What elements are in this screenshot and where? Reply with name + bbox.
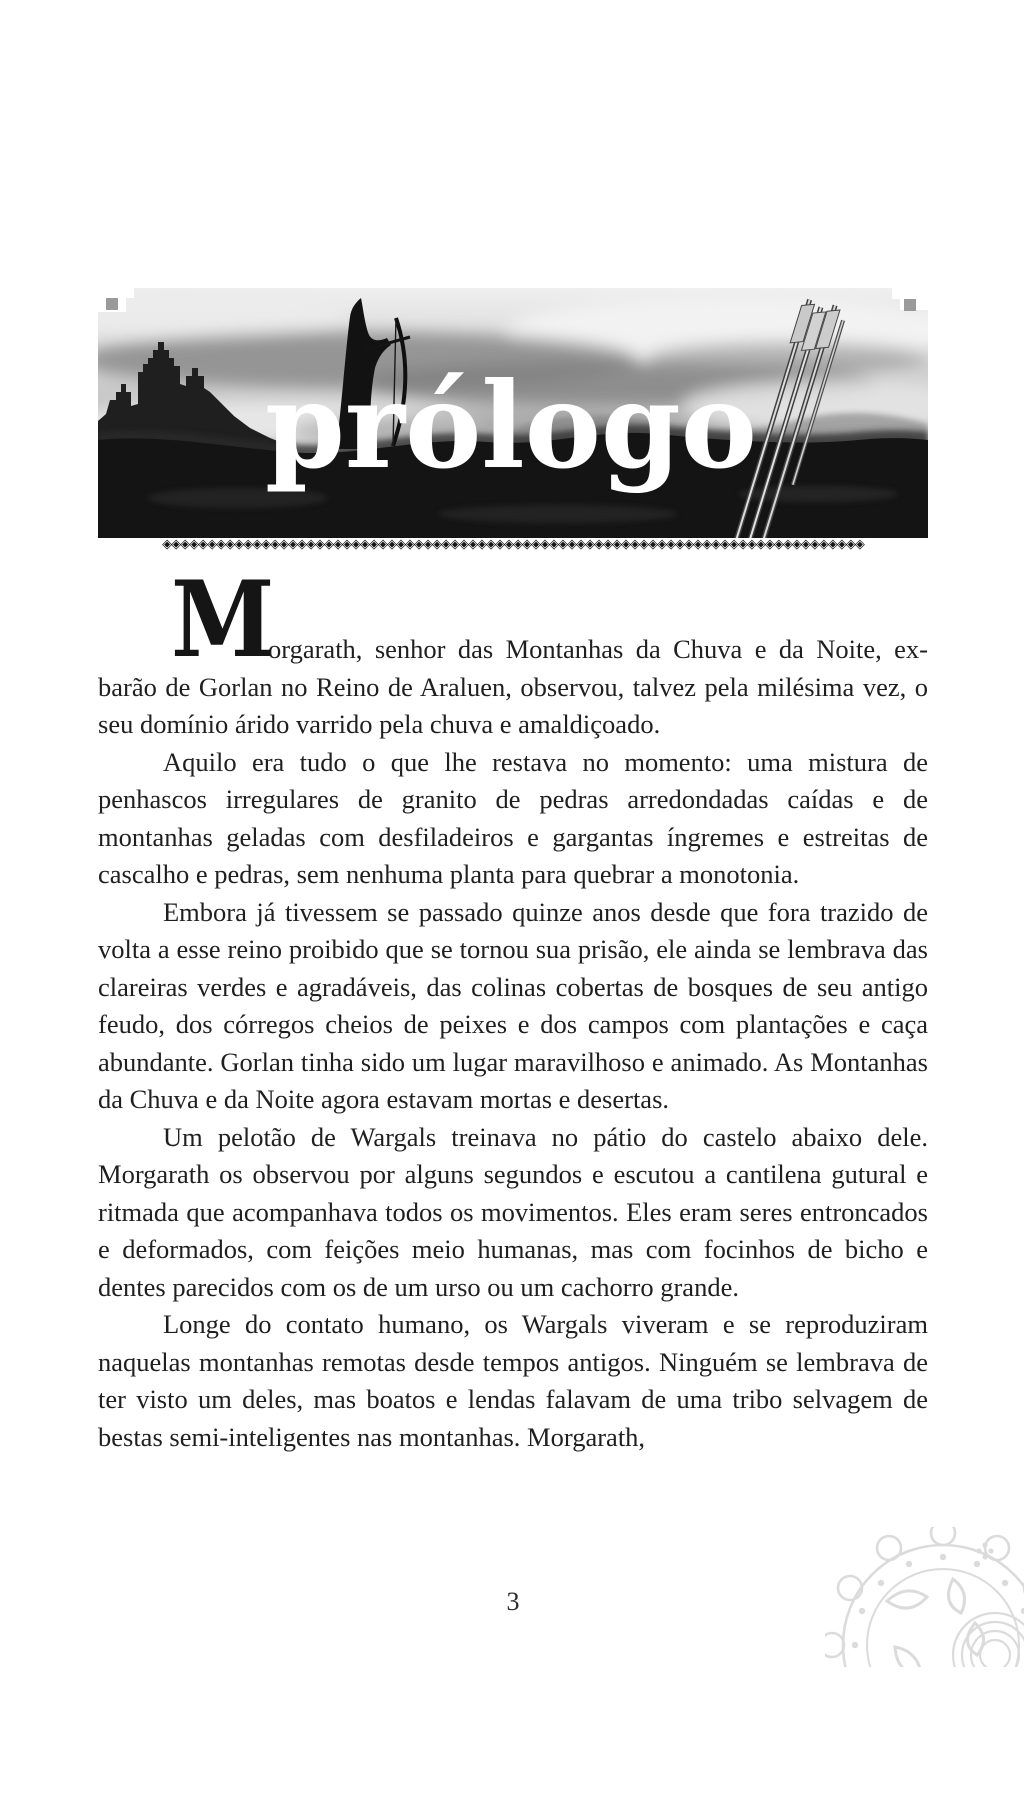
corner-square-right xyxy=(904,299,916,311)
paragraph-text: orgarath, senhor das Montanhas da Chuva e da Noite, ex-barão de Gorlan no Reino de Araluen, observou, talvez pela milésima vez, o seu domínio árido varrido pela chuva e amaldiçoado. xyxy=(98,634,928,739)
chapter-header-image xyxy=(98,288,928,538)
paragraph: Um pelotão de Wargals treinava no pátio do castelo abaixo dele. Morgarath os observou por alguns segundos e escutou a cantilena gutural e ritmada que acompanhava todos os movimentos. Eles eram seres entroncados e deformados, com feições meio humanas, mas com focinhos de bicho e dentes parecidos com os de um urso ou um cachorro grande. xyxy=(98,1121,928,1302)
sub-medallion xyxy=(953,1613,1024,1667)
paragraph: Embora já tivessem se passado quinze anos desde que fora trazido de volta a esse reino proibido que se tornou sua prisão, ele ainda se lembrava das clareiras verdes e agradáveis, das colinas cobertas de bosques de seu antigo feudo, dos córregos cheios de peixes e dos campos com plantações e caça abundante. Gorlan tinha sido um lugar maravilhoso e animado. As Montanhas da Chuva e da Noite agora estavam mortas e desertas. xyxy=(98,896,928,1114)
paragraph: Aquilo era tudo o que lhe restava no momento: uma mistura de penhascos irregulares de granito de pedras arredondadas caídas e de montanhas geladas com desfiladeiros e gargantas íngremes e estreitas de cascalho e pedras, sem nenhuma planta para quebrar a monotonia. xyxy=(98,746,928,889)
chapter-title: prólogo xyxy=(265,356,757,495)
page-body xyxy=(98,557,928,1456)
drop-cap: M xyxy=(171,557,275,681)
ornamental-divider: ◈◈◈◈◈◈◈◈◈◈◈◈◈◈◈◈◈◈◈◈◈◈◈◈◈◈◈◈◈◈◈◈◈◈◈◈◈◈◈◈◈◈◈◈◈◈◈◈◈◈◈◈◈◈◈◈◈◈◈◈◈◈◈◈◈◈◈◈◈◈◈◈◈◈◈◈◈◈ xyxy=(162,537,864,552)
page-number: 3 xyxy=(506,1587,520,1616)
paragraph: Longe do contato humano, os Wargals viveram e se reproduziram naquelas montanhas remotas desde tempos antigos. Ninguém se lembrava de ter visto um deles, mas boatos e lendas falavam de uma tribo selvagem de bestas semi-inteligentes nas montanhas. Morgarath, xyxy=(98,1309,928,1452)
corner-square-left xyxy=(106,298,118,310)
chapter-header xyxy=(98,288,928,538)
